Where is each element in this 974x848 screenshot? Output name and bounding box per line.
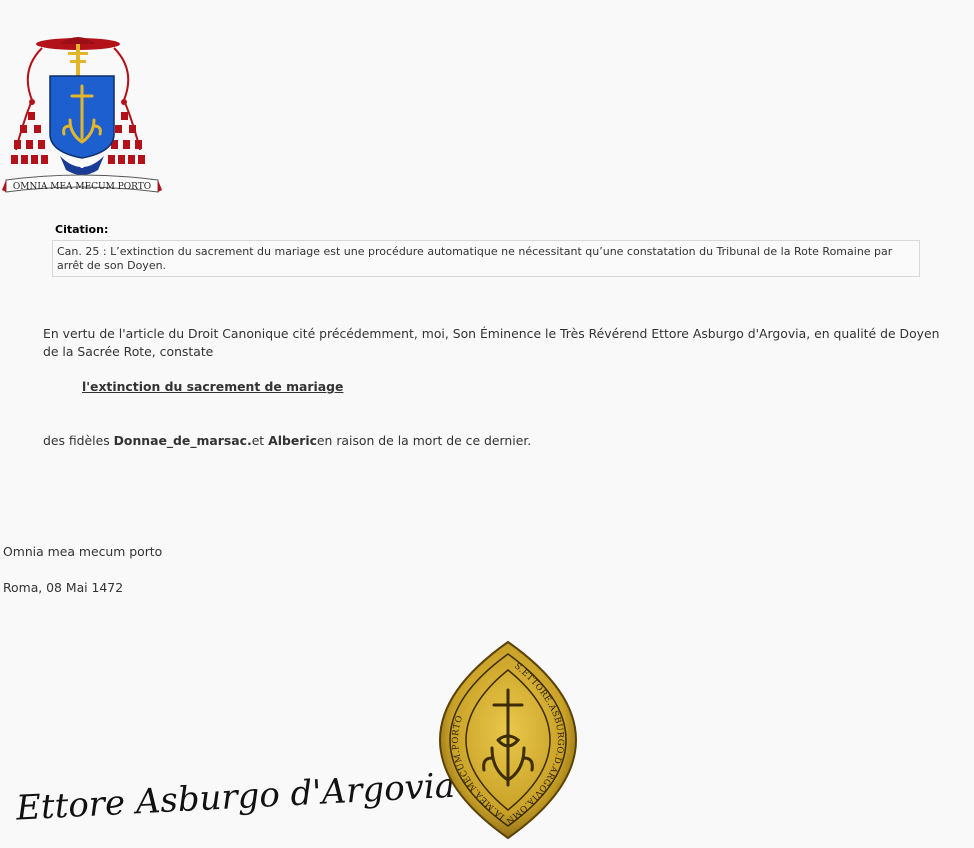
conjunction: et	[251, 433, 269, 448]
person-2-name: Alberic	[268, 433, 317, 448]
decree-heading: l'extinction du sacrement de mariage	[82, 379, 344, 394]
coat-motto-text: OMNIA MEA MECUM PORTO	[12, 182, 152, 192]
closing-motto: Omnia mea mecum porto	[3, 544, 163, 559]
paragraph-suffix: en raison de la mort de ce dernier.	[316, 433, 532, 448]
citation-label: Citation:	[55, 223, 109, 236]
seal-legend: S.ETTORE.ASBURGO.D.ARGOVIA.OMNIA.MEA.MECUM.PORTO	[450, 661, 566, 826]
declaration-paragraph: En vertu de l'article du Droit Canonique cité précédemment, moi, Son Éminence le Très Révérend Ettore Asburgo d'Argovia, en qualité de Doyen de la Sacrée Rote, constate	[43, 326, 940, 359]
signature-text: Ettore Asburgo d'Argovia	[15, 765, 456, 829]
handwritten-signature	[10, 760, 456, 830]
person-1-name: Donnae_de_marsac.	[113, 433, 252, 448]
faithful-paragraph	[43, 432, 955, 450]
paragraph-prefix: des fidèles	[43, 433, 114, 448]
citation-quote: Can. 25 : L’extinction du sacrement du mariage est une procédure automatique ne nécessitant qu’une constatation du Tribunal de la Rote Romaine par arrêt de son Doyen.	[52, 240, 920, 277]
dateline: Roma, 08 Mai 1472	[3, 580, 124, 595]
wax-seal	[436, 640, 580, 840]
coat-of-arms	[2, 30, 164, 205]
